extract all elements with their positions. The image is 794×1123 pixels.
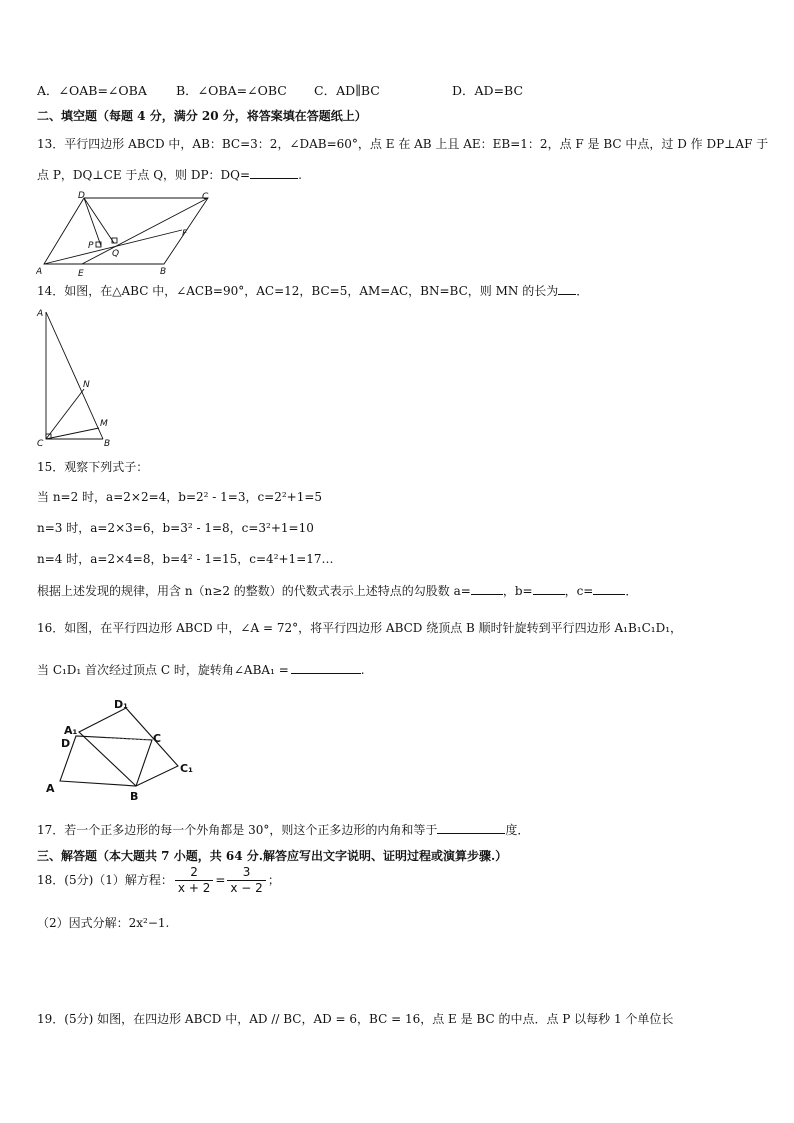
q13-line1: 13．平行四边形 ABCD 中，AB：BC=3：2，∠DAB=60°，点 E 在 AB 上且 AE：EB=1：2，点 F 是 BC 中点，过 D 作 DP⊥AF 于	[37, 137, 769, 151]
q14-label-b: B	[104, 439, 111, 448]
q13-label-q: Q	[112, 249, 120, 259]
q16-label-d: D	[61, 737, 71, 750]
q13-label-p: P	[88, 241, 94, 251]
q14-label-a: A	[37, 309, 44, 319]
q13-figure	[36, 190, 216, 276]
q16-line2	[37, 662, 365, 678]
q13-label-f: F	[182, 229, 188, 239]
q17-text: 17．若一个正多边形的每一个外角都是 30°，则这个正多边形的内角和等于	[37, 823, 438, 837]
q12-option-b: B．∠OBA=∠OBC	[176, 83, 287, 98]
q15-b-label: ，b=	[502, 584, 533, 598]
q18-f1-numerator: 2	[175, 865, 213, 881]
q15-intro: 15．观察下列式子：	[37, 460, 149, 474]
q15-line3: n=4 时，a=2×4=8，b=4² - 1=15，c=4²+1=17…	[37, 552, 334, 566]
q13-label-c: C	[202, 192, 209, 202]
q15-tail: ．	[625, 584, 638, 598]
q16-figure	[42, 694, 212, 804]
q13-tail: .	[298, 168, 302, 182]
q18-semicolon: ；	[267, 873, 280, 887]
q13-label-a: A	[36, 267, 43, 276]
q14-text: 14．如图，在△ABC 中，∠ACB=90°，AC=12，BC=5，AM=AC，BN=BC，则 MN 的长为	[37, 284, 559, 298]
q18-f2-denominator: x − 2	[230, 881, 263, 895]
q14-label-m: M	[100, 419, 108, 429]
q13-label-b: B	[160, 267, 167, 276]
q13-answer-blank	[250, 167, 298, 179]
q18-part2: （2）因式分解：2x²−1.	[37, 916, 170, 930]
q15-c-label: ，c=	[564, 584, 594, 598]
q15-ask: 根据上述发现的规律，用含 n（n≥2 的整数）的代数式表示上述特点的勾股数 a=	[37, 584, 471, 598]
q15-question	[37, 583, 637, 599]
q15-blank-b	[533, 583, 565, 595]
q12-option-d: D．AD=BC	[452, 83, 524, 98]
q16-label-b: B	[130, 790, 139, 803]
q18-label: 18．(5分)（1）解方程：	[37, 873, 173, 887]
q14-line	[37, 283, 588, 299]
q18-fraction-1	[175, 865, 213, 896]
q13-label-e: E	[78, 269, 84, 276]
section-2-heading: 二、填空题（每题 4 分，满分 20 分，将答案填在答题纸上）	[37, 109, 367, 123]
q14-tail: ．	[576, 284, 589, 298]
q17-line	[37, 822, 529, 838]
q18-f1-denominator: x + 2	[177, 881, 211, 895]
q18-f2-numerator: 3	[227, 865, 265, 881]
q17-tail: 度．	[505, 823, 530, 837]
q19-line1: 19．(5分) 如图，在四边形 ABCD 中，AD // BC，AD = 6，BC = 16，点 E 是 BC 的中点．点 P 以每秒 1 个单位长	[37, 1012, 674, 1026]
q13-text: 点 P，DQ⊥CE 于点 Q，则 DP：DQ=	[37, 168, 251, 182]
q18-equals: =	[215, 873, 226, 887]
q16-label-a1: A₁	[64, 724, 78, 737]
q14-label-c: C	[37, 439, 44, 448]
q12-option-c: C．AD∥BC	[314, 83, 380, 98]
q15-line1: 当 n=2 时，a=2×2=4，b=2² - 1=3，c=2²+1=5	[37, 490, 323, 504]
q16-label-c: C	[153, 732, 162, 745]
q15-line2: n=3 时，a=2×3=6，b=3² - 1=8，c=3²+1=10	[37, 521, 314, 535]
q15-blank-c	[593, 583, 625, 595]
q14-answer-blank	[558, 283, 576, 295]
q17-answer-blank	[437, 822, 505, 834]
q13-line2	[37, 167, 302, 183]
q14-figure	[36, 306, 120, 448]
q15-blank-a	[471, 583, 503, 595]
q16-label-c1: C₁	[180, 762, 193, 775]
q14-label-n: N	[83, 380, 90, 390]
section-3-heading: 三、解答题（本大题共 7 小题，共 64 分.解答应写出文字说明、证明过程或演算步骤.）	[37, 849, 508, 863]
q16-answer-blank	[291, 662, 361, 674]
q12-option-a: A．∠OAB=∠OBA	[37, 83, 147, 98]
q16-tail: .	[360, 663, 365, 677]
q18-fraction-2	[227, 865, 265, 896]
q16-text: 当 C₁D₁ 首次经过顶点 C 时，旋转角∠ABA₁ =	[37, 663, 289, 677]
q16-line1: 16．如图，在平行四边形 ABCD 中，∠A = 72°，将平行四边形 ABCD 绕顶点 B 顺时针旋转到平行四边形 A₁B₁C₁D₁，	[37, 621, 683, 635]
q16-label-d1: D₁	[114, 698, 128, 711]
q13-label-d: D	[78, 191, 85, 201]
q16-label-a: A	[46, 782, 55, 795]
q18-part1	[37, 864, 280, 896]
